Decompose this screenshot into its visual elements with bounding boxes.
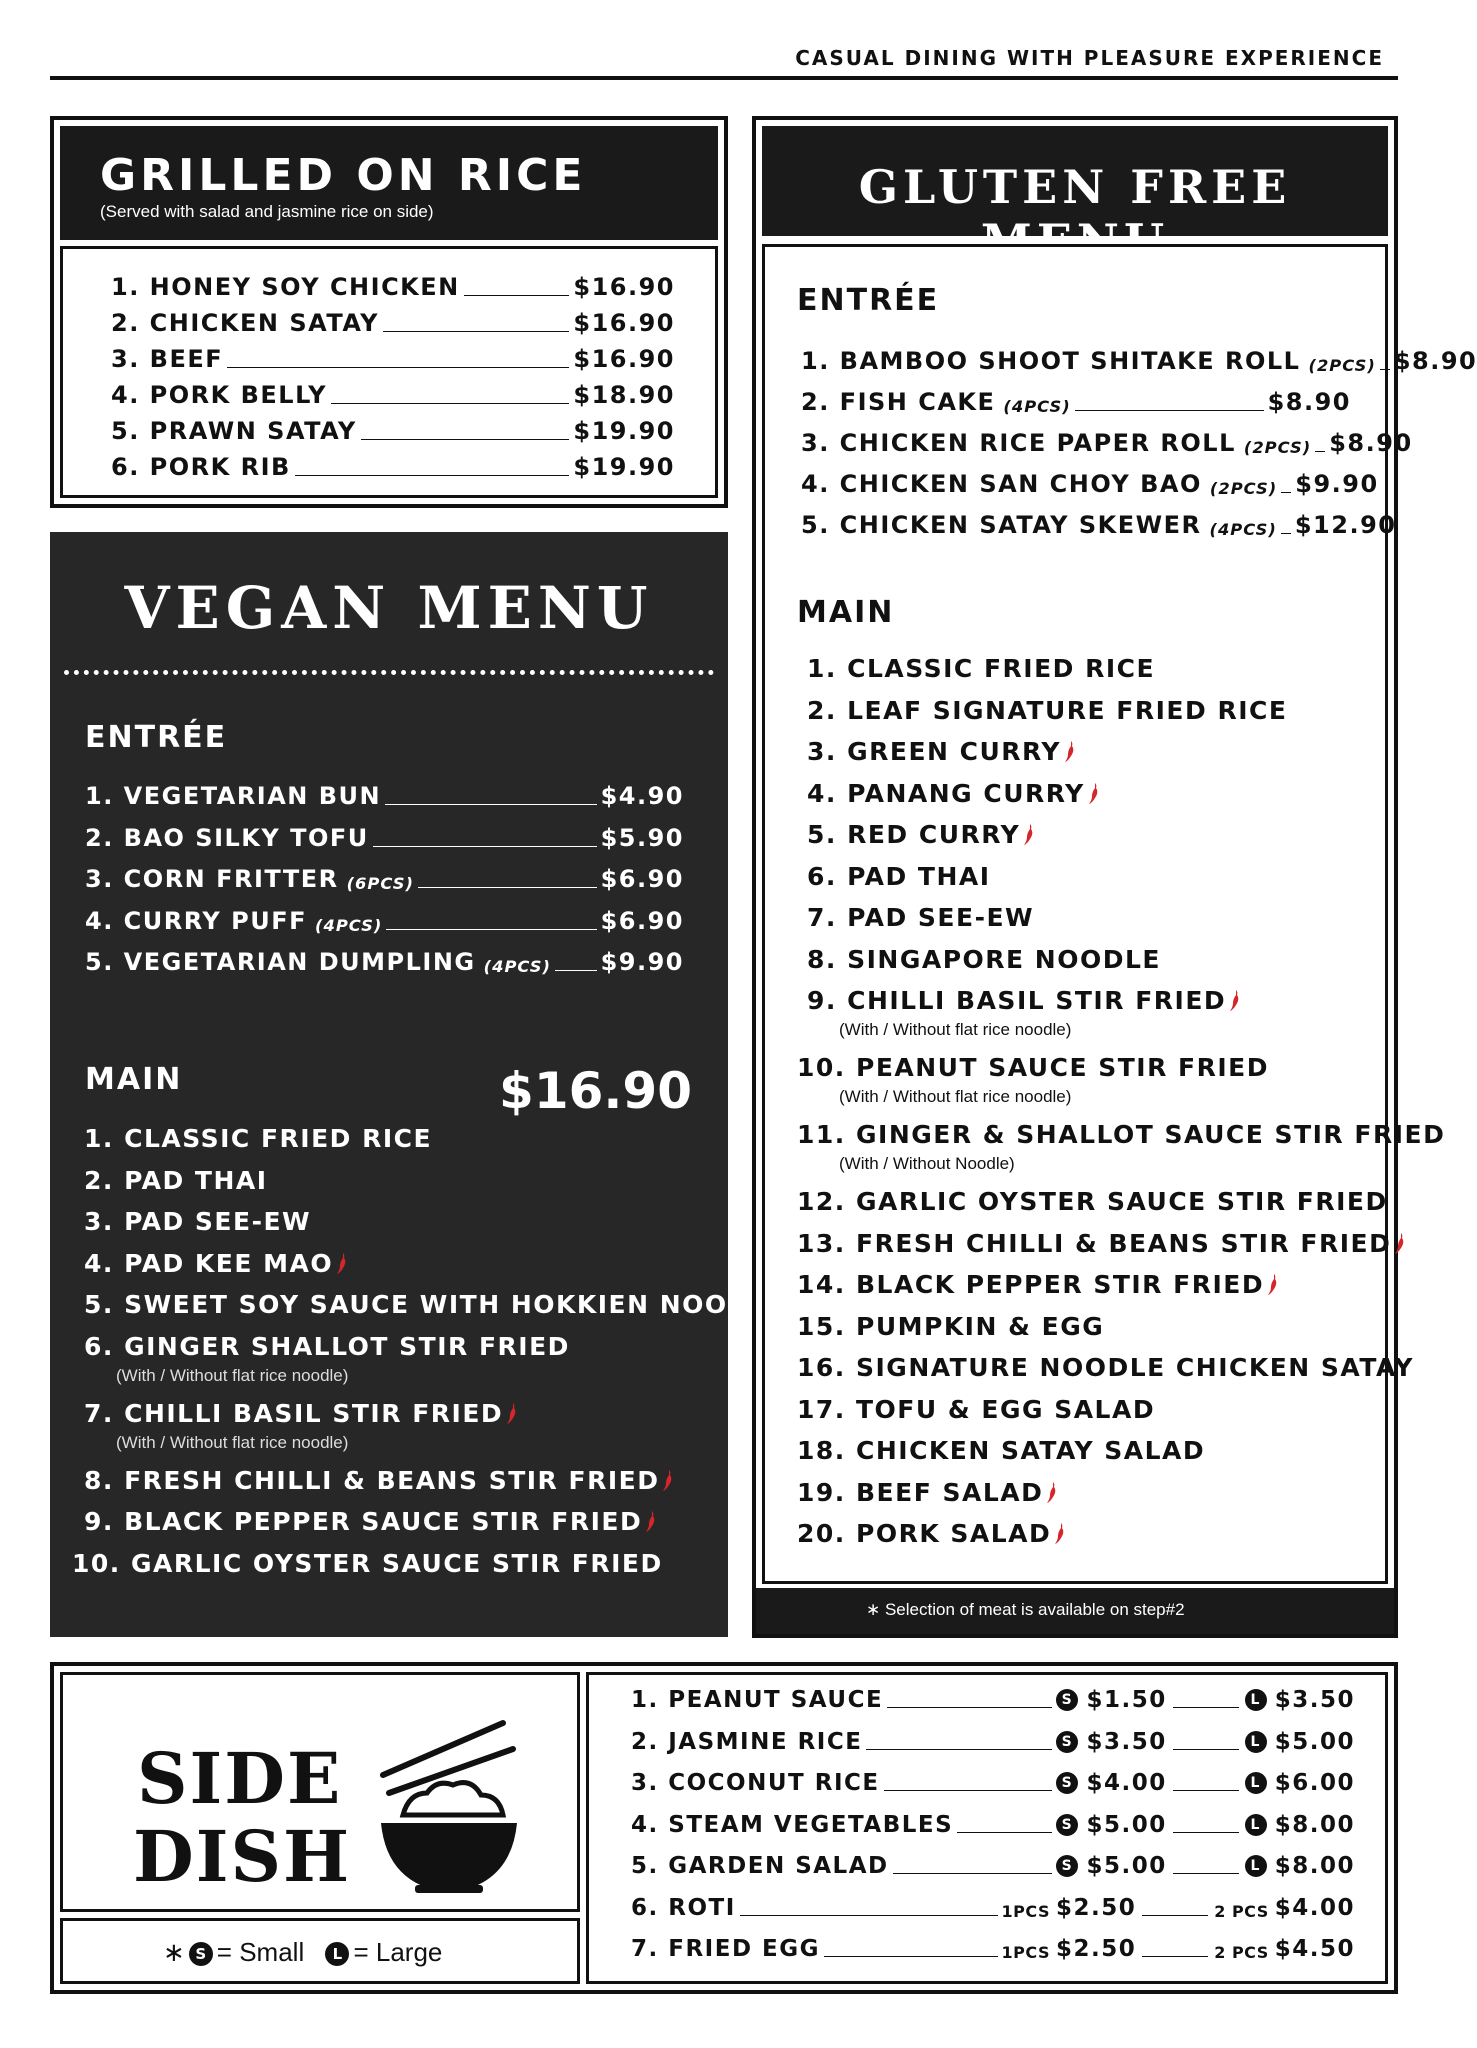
- item-price: $8.90: [1393, 347, 1477, 375]
- item-name: 2. JASMINE RICE: [631, 1728, 863, 1755]
- gluten-main-heading: MAIN: [797, 595, 895, 630]
- item-name: 5. CHICKEN SATAY SKEWER: [801, 511, 1202, 539]
- item-note: (With / Without flat rice noodle): [116, 1365, 349, 1385]
- vegan-main-item: [84, 1399, 517, 1428]
- menu-item-row: [85, 865, 684, 893]
- gluten-main-item: [807, 945, 1161, 974]
- item-name: 6. PAD THAI: [807, 861, 991, 891]
- leader-line: [1173, 1707, 1239, 1708]
- item-price: $4.50: [1274, 1936, 1355, 1962]
- meat-selection-note: ∗ Selection of meat is available on step#2: [866, 1600, 1185, 1619]
- item-name: 4. CURRY PUFF: [85, 906, 308, 935]
- side-title-line2: DISH: [133, 1815, 352, 1898]
- gluten-main-item: [807, 737, 1075, 766]
- item-qty: (4PCS): [315, 915, 383, 935]
- item-price: $9.90: [600, 948, 684, 976]
- leader-line: [1315, 451, 1325, 452]
- item-price: $6.90: [600, 906, 684, 935]
- item-name: 2. CHICKEN SATAY: [111, 309, 380, 337]
- leader-line: [1173, 1790, 1239, 1791]
- vegan-main-price: $16.90: [499, 1062, 692, 1120]
- vegan-main-item: [84, 1290, 786, 1319]
- chili-icon: [1088, 782, 1099, 804]
- gluten-main-item: [797, 1270, 1278, 1299]
- side-dish-title-box: [60, 1672, 580, 1912]
- item-price: $3.50: [1274, 1687, 1355, 1713]
- item-name: 15. PUMPKIN & EGG: [797, 1311, 1105, 1341]
- item-name: 4. PORK BELLY: [111, 381, 328, 409]
- item-name: 5. SWEET SOY SAUCE WITH HOKKIEN NOODLE: [84, 1290, 786, 1319]
- vegan-main-item: [84, 1507, 656, 1536]
- small-badge-icon: S: [1056, 1689, 1078, 1711]
- item-name: 3. GREEN CURRY: [807, 737, 1062, 766]
- item-note: (With / Without flat rice noodle): [839, 1020, 1072, 1039]
- item-name: 3. COCONUT RICE: [631, 1770, 880, 1796]
- menu-item-row: [111, 381, 675, 409]
- leader-line: [740, 1915, 998, 1916]
- leader-line: [386, 929, 596, 930]
- leader-line: [887, 1707, 1052, 1708]
- item-price: $5.00: [1086, 1853, 1167, 1879]
- piece-count: 2 PCS: [1214, 1901, 1269, 1921]
- vegan-title: VEGAN MENU: [124, 574, 654, 642]
- item-price: $12.90: [1294, 511, 1397, 539]
- gluten-main-item: [807, 696, 1287, 725]
- item-qty: (4PCS): [1003, 397, 1071, 416]
- vegan-main-item: [84, 1466, 673, 1495]
- item-name: 10. PEANUT SAUCE STIR FRIED: [797, 1053, 1270, 1082]
- vegan-main-item: [72, 1549, 663, 1578]
- chili-icon: [1394, 1232, 1405, 1254]
- item-name: 4. STEAM VEGETABLES: [631, 1811, 954, 1838]
- leader-line: [866, 1749, 1052, 1750]
- vegan-entree-heading: ENTRÉE: [85, 720, 228, 755]
- item-name: 6. ROTI: [631, 1894, 736, 1921]
- item-name: 20. PORK SALAD: [797, 1519, 1052, 1548]
- item-price: $3.50: [1086, 1728, 1167, 1755]
- leader-line: [361, 439, 570, 440]
- item-price: $4.90: [600, 782, 684, 810]
- leader-line: [1281, 492, 1291, 493]
- leader-line: [893, 1873, 1053, 1874]
- piece-count: 1PCS: [1001, 1901, 1050, 1921]
- leader-line: [824, 1956, 998, 1957]
- leader-line: [383, 331, 569, 332]
- chili-icon: [1054, 1522, 1065, 1544]
- gluten-main-item: [797, 1229, 1405, 1258]
- item-qty: (4PCS): [1209, 520, 1277, 539]
- side-item-row: [631, 1812, 1355, 1838]
- grilled-on-rice-panel: [50, 116, 728, 508]
- item-name: 18. CHICKEN SATAY SALAD: [797, 1436, 1206, 1465]
- item-price: $18.90: [573, 381, 675, 409]
- gluten-main-item: [807, 986, 1240, 1015]
- size-price-a: [1056, 1812, 1166, 1838]
- side-item-row: [631, 1895, 1355, 1921]
- leader-line: [1173, 1749, 1239, 1750]
- small-badge-icon: S: [1056, 1814, 1078, 1836]
- leader-line: [464, 295, 570, 296]
- size-price-a: [1002, 1936, 1137, 1962]
- item-price: $4.00: [1274, 1894, 1355, 1921]
- item-price: $2.50: [1055, 1894, 1137, 1921]
- leader-line: [1142, 1956, 1208, 1957]
- item-price: $6.90: [600, 865, 684, 893]
- chili-icon: [1046, 1481, 1057, 1503]
- item-price: $19.90: [573, 453, 675, 481]
- leader-line: [1142, 1915, 1208, 1916]
- item-qty: (6PCS): [346, 874, 414, 893]
- legend-small: = Small: [216, 1937, 305, 1967]
- chili-icon: [1064, 740, 1075, 762]
- item-name: 2. FISH CAKE: [801, 388, 996, 416]
- large-badge-icon: L: [1245, 1814, 1267, 1836]
- item-name: 4. CHICKEN SAN CHOY BAO: [801, 470, 1202, 498]
- gluten-main-item: [797, 1436, 1205, 1465]
- item-name: 4. PAD KEE MAO: [84, 1248, 334, 1278]
- rice-bowl-icon: [363, 1705, 533, 1895]
- item-price: $8.90: [1329, 429, 1413, 457]
- item-name: 6. PORK RIB: [111, 453, 291, 481]
- item-price: $9.90: [1295, 470, 1379, 498]
- chili-icon: [1267, 1273, 1278, 1295]
- size-price-a: [1056, 1853, 1166, 1879]
- gluten-main-item: [797, 1395, 1155, 1424]
- item-price: $5.00: [1086, 1811, 1167, 1838]
- vegan-main-heading: MAIN: [85, 1062, 183, 1097]
- menu-item-row: [111, 345, 675, 373]
- dotted-divider: [64, 670, 714, 675]
- gluten-main-item: [797, 1312, 1104, 1341]
- gluten-main-item: [807, 779, 1099, 808]
- leader-line: [555, 970, 597, 971]
- grilled-header: [60, 126, 718, 240]
- item-price: $2.50: [1055, 1936, 1137, 1962]
- item-price: $5.00: [1274, 1728, 1355, 1755]
- side-item-row: [631, 1770, 1355, 1796]
- size-price-a: [1056, 1729, 1166, 1755]
- item-name: 19. BEEF SALAD: [797, 1477, 1044, 1507]
- item-name: 7. CHILLI BASIL STIR FRIED: [84, 1398, 504, 1428]
- legend-star: ∗: [163, 1937, 185, 1967]
- gluten-main-item: [807, 903, 1034, 932]
- piece-count: 2 PCS: [1214, 1943, 1269, 1962]
- legend-large: = Large: [353, 1937, 443, 1967]
- leader-line: [1075, 410, 1264, 411]
- item-price: $6.00: [1274, 1770, 1355, 1796]
- large-badge-icon: L: [325, 1942, 349, 1966]
- item-name: 3. PAD SEE-EW: [84, 1207, 312, 1236]
- item-note: (With / Without flat rice noodle): [116, 1432, 349, 1452]
- gluten-main-item: [797, 1353, 1414, 1382]
- item-name: 2. LEAF SIGNATURE FRIED RICE: [807, 695, 1288, 725]
- item-price: $16.90: [573, 309, 675, 337]
- size-price-b: [1214, 1936, 1355, 1962]
- chili-icon: [1229, 989, 1240, 1011]
- size-price-b: [1245, 1770, 1355, 1796]
- item-name: 3. CHICKEN RICE PAPER ROLL: [801, 429, 1236, 457]
- chili-icon: [645, 1510, 656, 1532]
- item-name: 14. BLACK PEPPER STIR FRIED: [797, 1270, 1265, 1299]
- gluten-entree-heading: ENTRÉE: [797, 283, 940, 318]
- item-name: 9. BLACK PEPPER SAUCE STIR FRIED: [84, 1507, 643, 1536]
- gluten-items: [762, 244, 1477, 1584]
- item-price: $1.50: [1086, 1687, 1167, 1713]
- leader-line: [331, 403, 569, 404]
- size-price-a: [1056, 1687, 1166, 1713]
- item-name: 5. GARDEN SALAD: [631, 1853, 889, 1879]
- side-item-row: [631, 1687, 1355, 1713]
- item-name: 1. CLASSIC FRIED RICE: [84, 1124, 433, 1153]
- item-name: 8. SINGAPORE NOODLE: [807, 944, 1161, 974]
- side-dish-items: [586, 1672, 1388, 1984]
- item-name: 5. VEGETARIAN DUMPLING: [85, 948, 476, 976]
- item-name: 1. VEGETARIAN BUN: [85, 782, 382, 810]
- grilled-subtitle: (Served with salad and jasmine rice on side): [100, 202, 434, 221]
- gluten-main-item: [797, 1053, 1269, 1082]
- large-badge-icon: L: [1245, 1689, 1267, 1711]
- vegan-main-item: [84, 1124, 432, 1153]
- leader-line: [884, 1790, 1053, 1791]
- item-price: $5.90: [600, 823, 684, 852]
- item-price: $8.90: [1267, 388, 1351, 416]
- chili-icon: [336, 1252, 347, 1274]
- item-name: 11. GINGER & SHALLOT SAUCE STIR FRIED: [797, 1120, 1446, 1149]
- vegan-main-item: [84, 1332, 570, 1361]
- vegan-main-item: [84, 1207, 311, 1236]
- size-price-b: [1245, 1729, 1355, 1755]
- item-name: 10. GARLIC OYSTER SAUCE STIR FRIED: [72, 1548, 663, 1578]
- item-price: $16.90: [573, 273, 675, 301]
- leader-line: [385, 804, 596, 805]
- gluten-main-item: [807, 862, 991, 891]
- item-name: 2. BAO SILKY TOFU: [85, 823, 369, 852]
- menu-item-row: [801, 470, 1379, 498]
- item-name: 5. PRAWN SATAY: [111, 417, 357, 445]
- vegan-main-item: [84, 1166, 268, 1195]
- item-price: $16.90: [573, 345, 675, 373]
- item-name: 6. GINGER SHALLOT STIR FRIED: [84, 1331, 570, 1361]
- tagline: CASUAL DINING WITH PLEASURE EXPERIENCE: [795, 46, 1384, 70]
- item-qty: (2PCS): [1243, 438, 1312, 457]
- item-name: 3. CORN FRITTER: [85, 865, 339, 893]
- item-name: 7. PAD SEE-EW: [807, 903, 1035, 932]
- leader-line: [1380, 369, 1390, 370]
- gluten-main-item: [797, 1187, 1388, 1216]
- item-price: $8.00: [1274, 1811, 1355, 1838]
- chili-icon: [662, 1469, 673, 1491]
- item-name: 9. CHILLI BASIL STIR FRIED: [807, 986, 1227, 1015]
- item-name: 8. FRESH CHILLI & BEANS STIR FRIED: [84, 1465, 660, 1495]
- gluten-title: GLUTEN FREE MENU: [858, 160, 1292, 268]
- size-legend: [60, 1918, 580, 1984]
- item-name: 12. GARLIC OYSTER SAUCE STIR FRIED: [797, 1187, 1388, 1216]
- item-price: $19.90: [573, 417, 675, 445]
- chili-icon: [506, 1402, 517, 1424]
- item-name: 1. PEANUT SAUCE: [631, 1687, 884, 1713]
- item-name: 4. PANANG CURRY: [807, 778, 1085, 808]
- menu-item-row: [801, 511, 1397, 539]
- item-name: 16. SIGNATURE NOODLE CHICKEN SATAY: [797, 1353, 1415, 1382]
- small-badge-icon: S: [189, 1942, 213, 1966]
- menu-item-row: [801, 429, 1413, 457]
- size-price-b: [1245, 1853, 1355, 1879]
- grilled-title: GRILLED ON RICE: [100, 150, 587, 201]
- side-dish-panel: [50, 1662, 1398, 1994]
- leader-line: [1281, 533, 1291, 534]
- side-item-row: [631, 1729, 1355, 1755]
- menu-item-row: [85, 948, 684, 976]
- vegan-menu-panel: [50, 532, 786, 1637]
- menu-item-row: [85, 907, 684, 935]
- leader-line: [373, 846, 597, 847]
- leader-line: [957, 1832, 1052, 1833]
- item-qty: (4PCS): [483, 957, 551, 976]
- item-price: $8.00: [1274, 1853, 1355, 1879]
- gluten-main-item: [807, 820, 1034, 849]
- leader-line: [1173, 1873, 1239, 1874]
- chili-icon: [1023, 823, 1034, 845]
- item-qty: (2PCS): [1209, 479, 1278, 498]
- menu-item-row: [801, 347, 1477, 375]
- large-badge-icon: L: [1245, 1772, 1267, 1794]
- gluten-main-item: [797, 1519, 1065, 1548]
- item-name: 13. FRESH CHILLI & BEANS STIR FRIED: [797, 1228, 1392, 1258]
- menu-item-row: [85, 824, 684, 852]
- item-price: $4.00: [1086, 1770, 1167, 1796]
- grilled-items: [60, 246, 718, 498]
- top-divider: [50, 76, 1398, 80]
- item-name: 2. PAD THAI: [84, 1165, 268, 1195]
- small-badge-icon: S: [1056, 1855, 1078, 1877]
- menu-item-row: [111, 417, 675, 445]
- leader-line: [1173, 1832, 1239, 1833]
- gluten-main-item: [807, 654, 1155, 683]
- small-badge-icon: S: [1056, 1731, 1078, 1753]
- gluten-header: [762, 126, 1388, 268]
- item-name: 7. FRIED EGG: [631, 1936, 821, 1962]
- gluten-footer: [756, 1588, 1394, 1634]
- menu-item-row: [111, 453, 675, 481]
- size-price-b: [1245, 1812, 1355, 1838]
- item-note: (With / Without Noodle): [839, 1154, 1015, 1173]
- legend-text: [163, 1937, 442, 1968]
- small-badge-icon: S: [1056, 1772, 1078, 1794]
- item-name: 1. HONEY SOY CHICKEN: [111, 273, 460, 301]
- menu-item-row: [111, 273, 675, 301]
- item-name: 17. TOFU & EGG SALAD: [797, 1394, 1156, 1424]
- item-name: 3. BEEF: [111, 345, 224, 373]
- vegan-main-item: [84, 1249, 347, 1278]
- item-note: (With / Without flat rice noodle): [839, 1087, 1072, 1106]
- gluten-main-item: [797, 1120, 1445, 1149]
- menu-item-row: [801, 388, 1351, 416]
- size-price-a: [1002, 1895, 1137, 1921]
- gluten-free-panel: [752, 116, 1477, 1638]
- piece-count: 1PCS: [1001, 1943, 1050, 1962]
- item-qty: (2PCS): [1308, 356, 1376, 375]
- menu-item-row: [85, 782, 684, 810]
- side-item-row: [631, 1853, 1355, 1879]
- large-badge-icon: L: [1245, 1731, 1267, 1753]
- large-badge-icon: L: [1245, 1855, 1267, 1877]
- leader-line: [295, 475, 570, 476]
- leader-line: [418, 887, 597, 888]
- item-name: 5. RED CURRY: [807, 820, 1021, 849]
- item-name: 1. CLASSIC FRIED RICE: [807, 654, 1156, 683]
- size-price-b: [1245, 1687, 1355, 1713]
- gluten-main-item: [797, 1478, 1057, 1507]
- side-item-row: [631, 1936, 1355, 1962]
- size-price-b: [1214, 1895, 1355, 1921]
- item-name: 1. BAMBOO SHOOT SHITAKE ROLL: [801, 347, 1301, 375]
- leader-line: [227, 367, 569, 368]
- menu-item-row: [111, 309, 675, 337]
- side-title-line1: SIDE: [137, 1737, 343, 1820]
- size-price-a: [1056, 1770, 1166, 1796]
